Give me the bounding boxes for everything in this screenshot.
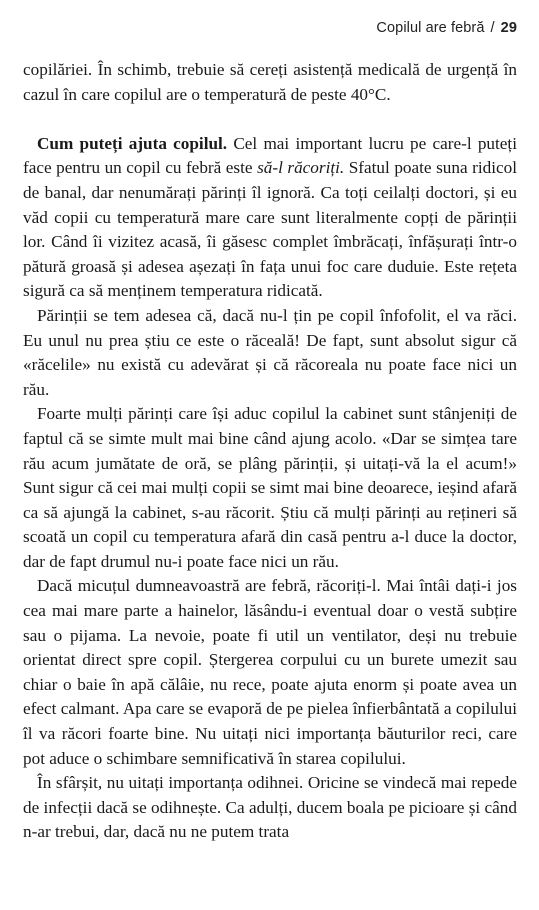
paragraph-text: copilăriei. În schimb, trebuie să cereți asistență medicală de urgență în cazul în care copilul are o temperatură de peste 40°C.: [23, 60, 517, 104]
paragraph-text: Sfatul poate suna ridicol de banal, dar nenumărați părinți îl ignoră. Ca toți ceilalți doctori, și eu văd copii cu temperatură mare care sunt literalmente copți de părinții lor. Când îi vizitez acasă, îi găsesc complet îmbrăcați, înfășurați într-o pătură groasă și adesea așezați în fața unui foc care duduie. Este rețeta sigură ca să menținem temperatura ridicată.: [23, 158, 517, 301]
book-page: [23, 0, 517, 910]
paragraph-cool-down: [23, 574, 517, 771]
paragraph-text: În sfârșit, nu uitați importanța odihnei. Oricine se vindecă mai repede de infecții dacă se odihnește. Ca adulți, ducem boala pe picioare și când n-ar trebui, dar, dacă nu ne putem trata: [23, 773, 517, 842]
paragraph-text: Cel mai important lucru pe care-l puteți face pentru un copil cu febră este: [23, 133, 517, 178]
paragraph-colds: [23, 304, 517, 402]
page-number: 29: [500, 20, 517, 36]
paragraph-how-to-help: [23, 132, 517, 304]
paragraph-text: Foarte mulți părinți care își aduc copilul la cabinet sunt stânjeniți de faptul că se simte mult mai bine când ajung acolo. «Dar se simțea tare rău acum jumătate de oră, se plâng părinții, și uitați-vă la el acum!» Sunt sigur că cei mai mulți copii se simt mai bine deoarece, ieșind afară ca să ajungă la cabinet, s-au răcorit. Știu că mulți părinți au rețineri să scoată un copil cu temperatura afară din casă pentru a-l duce la doctor, dar de fapt drumul nu-i poate face nici un rău.: [23, 404, 517, 571]
paragraph-text: Dacă micuțul dumneavoastră are febră, răcoriți-l. Mai întâi dați-i jos cea mai mare parte a hainelor, lăsându-i eventual doar o vestă subțire sau o pijama. La nevoie, poate fi util un ventilator, deși nu trebuie orientat direct spre copil. Ștergerea corpului cu un burete umezit sau chiar o baie în apă călâie, nu rece, poate ajuta enorm și poate avea un efect calmant. Apa care se evaporă de pe pielea înfierbântată a copilului îl va răcori foarte bine. Nu uitați nici importanța băuturilor reci, care pot aduce o schimbare semnificativă în starea copilului.: [23, 576, 517, 768]
running-header: [376, 20, 517, 36]
body-text: [23, 58, 517, 845]
section-lead: Cum puteți ajuta copilul.: [37, 133, 228, 153]
chapter-title: Copilul are febră: [376, 20, 485, 36]
paragraph-rest: [23, 771, 517, 845]
paragraph-clinic: [23, 402, 517, 574]
paragraph-continuation: [23, 58, 517, 107]
emphasis-text: să-l răcoriți.: [257, 158, 345, 178]
header-separator: /: [490, 20, 495, 36]
paragraph-text: Părinții se tem adesea că, dacă nu-l țin pe copil înfofolit, el va răci. Eu unul nu prea știu ce este o răceală! De fapt, sunt absolut sigur că «răcelile» nu există cu adevărat și că răcoreala nu poate face nici un rău.: [23, 305, 517, 399]
